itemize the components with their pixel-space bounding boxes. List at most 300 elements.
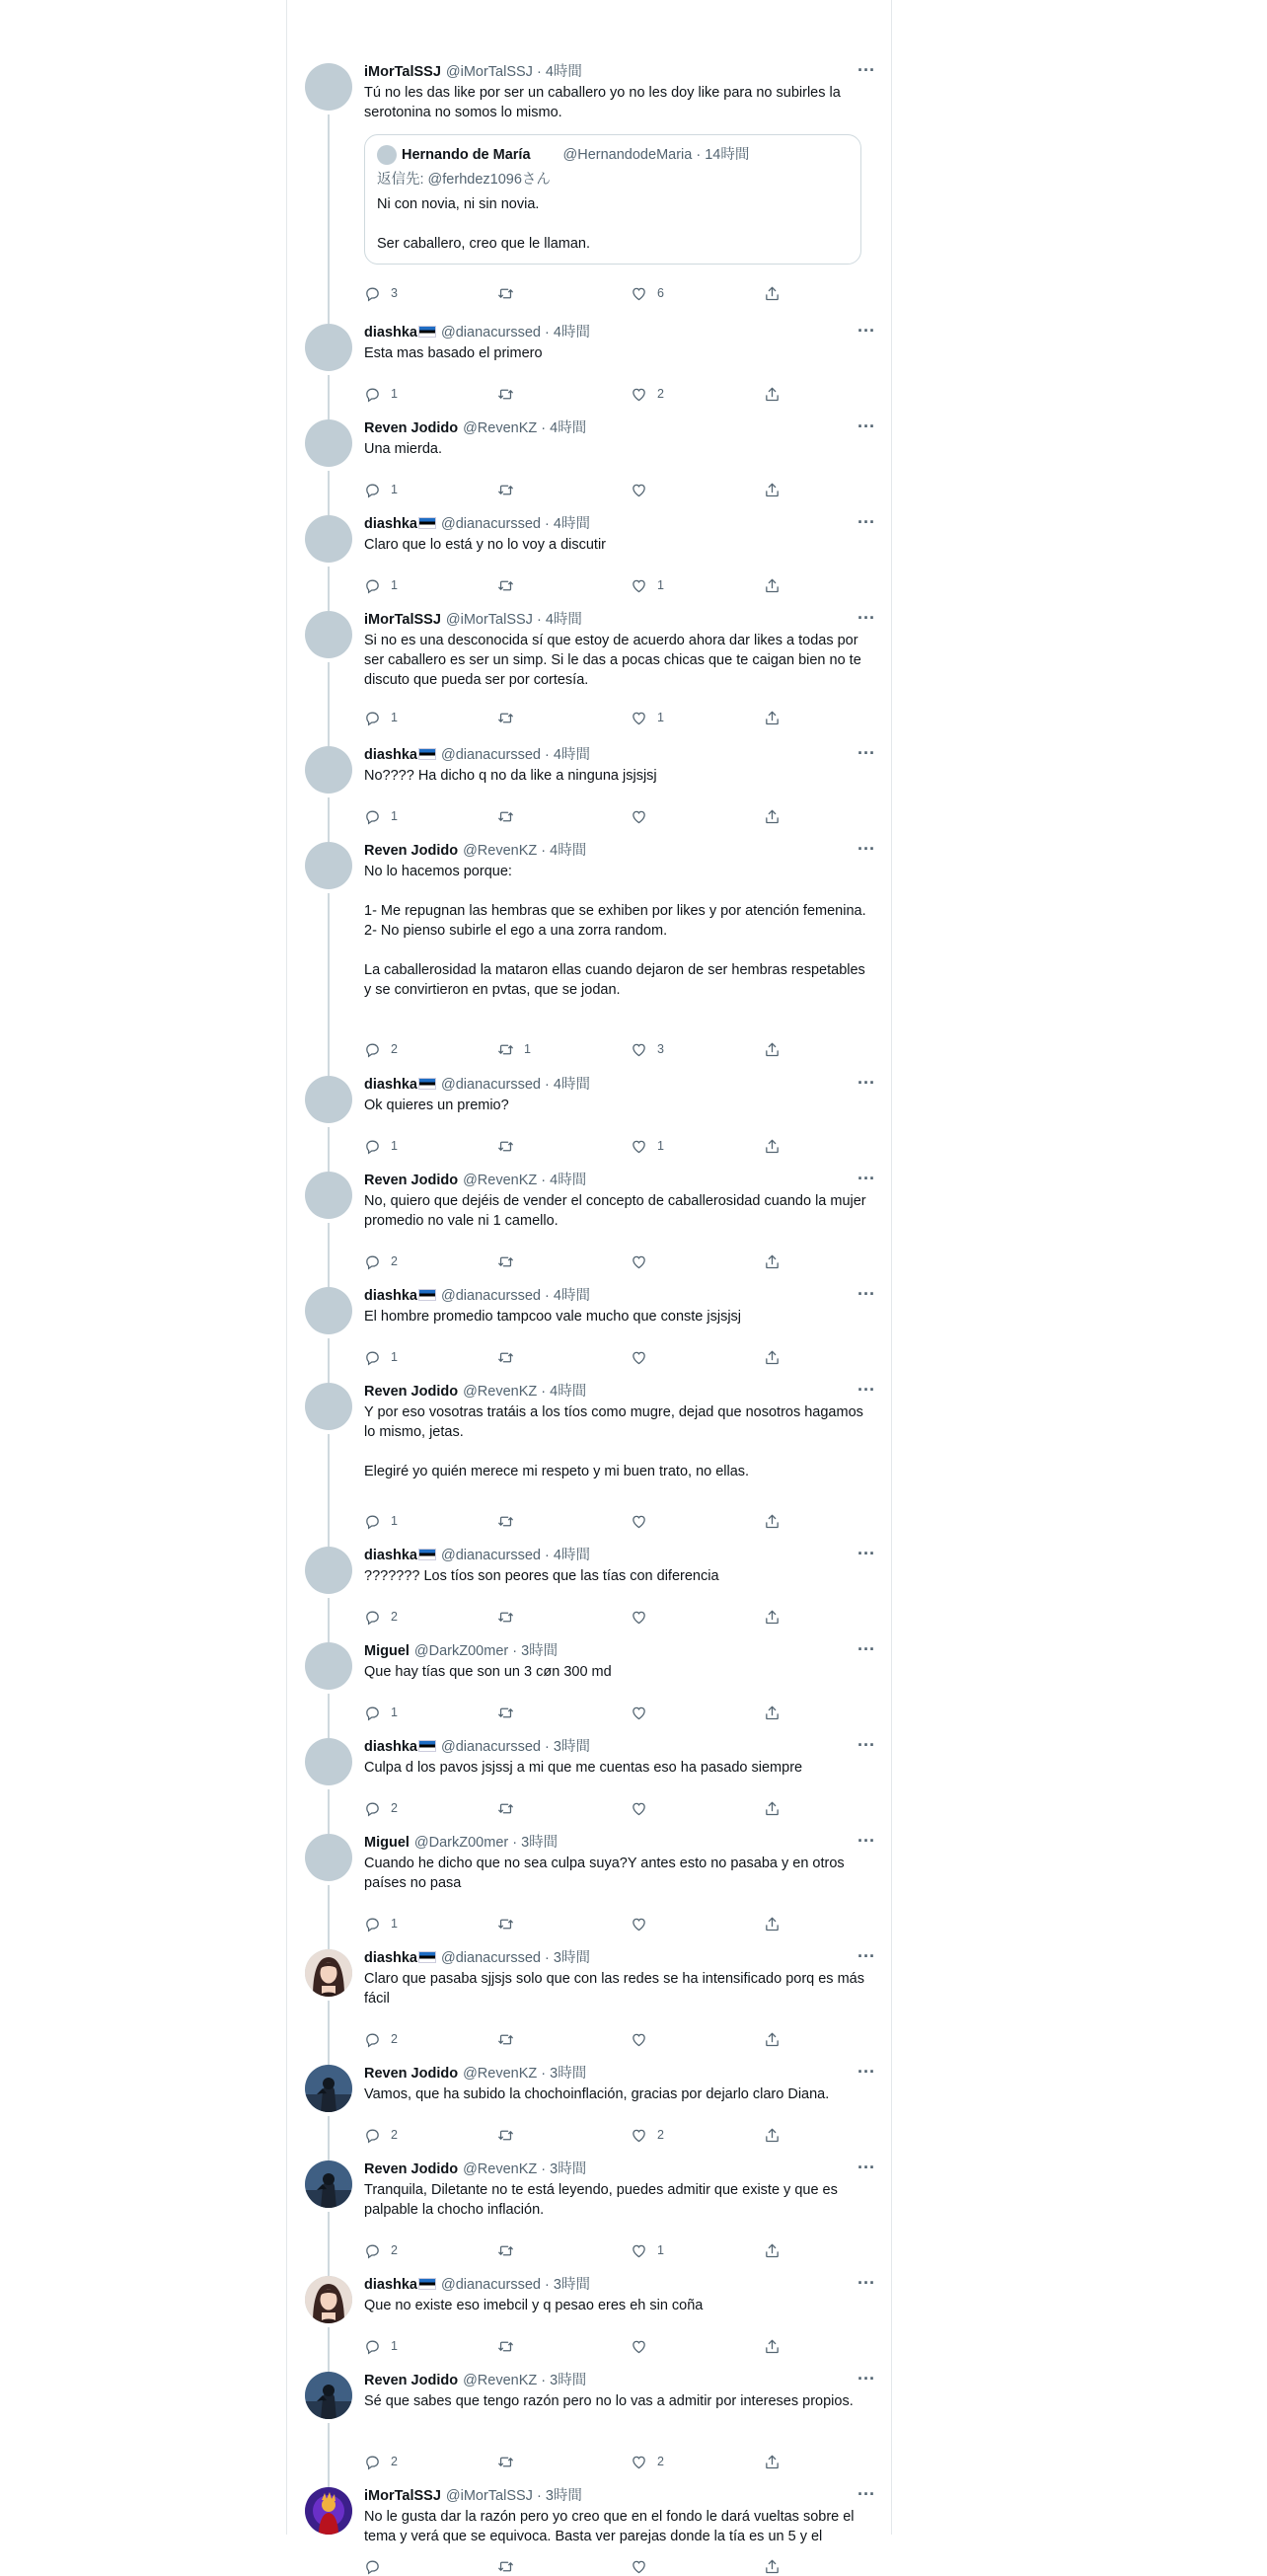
thread-connector-line [328,1434,330,1547]
author-name[interactable]: Miguel [364,1835,410,1851]
avatar[interactable] [305,842,352,889]
retweet-button[interactable] [497,1136,524,1156]
likes-count: 1 [657,578,664,592]
avatar[interactable] [305,63,352,111]
share-icon [764,2454,781,2470]
share-button[interactable] [764,1251,781,1271]
like-icon [631,285,647,302]
more-icon[interactable]: ··· [857,417,875,436]
avatar[interactable] [305,1642,352,1690]
like-button[interactable] [631,575,664,595]
like-button[interactable] [631,2240,664,2260]
retweet-button[interactable] [497,2556,524,2576]
tweet-actions [364,575,808,595]
tweet-text: Ok quieres un premio? [364,1098,509,1113]
like-button[interactable] [631,2029,657,2049]
timestamp[interactable]: 4時間 [553,1548,590,1563]
retweet-icon [497,1253,514,1270]
reply-button[interactable] [364,2125,398,2145]
retweet-icon [497,1041,514,1058]
quoted-timestamp: 14時間 [705,147,750,163]
more-icon[interactable]: ··· [857,1946,875,1966]
estonia-flag-emoji [418,1078,436,1090]
like-button[interactable] [631,1347,657,1367]
retweet-button[interactable] [497,480,524,499]
timestamp[interactable]: 3時間 [553,1739,590,1755]
retweet-button[interactable] [497,283,524,303]
more-icon[interactable]: ··· [857,743,875,763]
more-icon[interactable]: ··· [857,512,875,532]
retweet-icon [497,386,514,403]
like-button[interactable] [631,480,657,499]
retweet-icon [497,285,514,302]
quoted-author-name: Hernando de María [402,147,531,163]
avatar[interactable] [305,1834,352,1881]
share-icon [764,285,781,302]
timestamp[interactable]: 3時間 [521,1643,559,1659]
author-handle[interactable]: @iMorTalSSJ [445,64,533,80]
reply-icon [364,1349,381,1366]
avatar[interactable] [305,2276,352,2323]
separator-dot: · [508,1643,522,1659]
tweet-actions [364,2029,808,2049]
retweet-icon [497,1705,514,1721]
avatar[interactable] [305,2160,352,2208]
retweet-button[interactable] [497,575,524,595]
more-icon[interactable]: ··· [857,608,875,628]
retweet-button[interactable] [497,2452,524,2471]
avatar[interactable] [305,2487,352,2535]
separator-dot: · [532,612,546,628]
share-button[interactable] [764,1703,781,1722]
like-icon [631,1609,647,1626]
share-icon [764,808,781,825]
more-icon[interactable]: ··· [857,321,875,341]
timestamp[interactable]: 3時間 [553,1950,590,1966]
like-button[interactable] [631,2125,664,2145]
retweet-button[interactable] [497,1039,531,1059]
like-button[interactable] [631,2556,657,2576]
like-button[interactable] [631,1703,657,1722]
avatar[interactable] [305,419,352,467]
timestamp[interactable]: 4時間 [553,516,590,532]
thread-connector-line [328,471,330,515]
separator-dot: · [540,1288,554,1304]
likes-count: 2 [657,2128,664,2142]
tweet-actions [364,1039,808,1059]
author-name[interactable]: diashka [364,1739,417,1755]
more-icon[interactable]: ··· [857,839,875,859]
timestamp[interactable]: 3時間 [550,2373,587,2388]
replies-count: 1 [391,1514,398,1528]
like-icon [631,1138,647,1155]
tweet-text: Tranquila, Diletante no te está leyendo, puedes admitir que existe y que es palpable la chocho inflación. [364,2182,842,2218]
avatar[interactable] [305,1383,352,1430]
like-button[interactable] [631,1607,657,1627]
tweet-text: Una mierda. [364,441,442,457]
tweet-header [364,324,590,341]
reply-button[interactable] [364,2240,398,2260]
retweet-icon [497,710,514,726]
reply-button[interactable] [364,1914,398,1933]
tweet-actions [364,1136,808,1156]
author-handle[interactable]: @iMorTalSSJ [445,612,533,628]
separator-dot: · [692,147,706,163]
author-handle[interactable]: @DarkZ00mer [413,1835,509,1851]
author-handle[interactable]: @dianacurssed [441,1288,541,1304]
tweet-text: Culpa d los pavos jsjssj a mi que me cuentas eso ha pasado siempre [364,1760,803,1776]
tweet-text: No lo hacemos porque: 1- Me repugnan las hembras que se exhiben por likes y por atención femenina. 2- No pienso subirle el ego a una zorra random. La caballerosidad la mataron ellas cuando dejaron de ser hembras respetables y se convirtieron en pvtas, que se jodan. [364,864,866,998]
thread-connector-line [328,1885,330,1949]
replies-count: 2 [391,2032,398,2046]
tweet-header [364,2487,582,2505]
share-button[interactable] [764,2029,781,2049]
avatar[interactable] [305,1738,352,1785]
share-icon [764,2127,781,2144]
reply-button[interactable] [364,1607,398,1627]
author-handle[interactable]: @RevenKZ [463,420,538,436]
author-name[interactable]: diashka [364,1548,417,1563]
separator-dot: · [540,1548,554,1563]
tweet-text: Claro que lo está y no lo voy a discutir [364,537,607,553]
avatar[interactable] [305,2065,352,2112]
like-button[interactable] [631,1914,657,1933]
timestamp[interactable]: 4時間 [550,420,587,436]
reply-button[interactable] [364,384,398,404]
avatar[interactable] [305,1076,352,1123]
share-icon [764,2338,781,2355]
like-button[interactable] [631,708,664,727]
timestamp[interactable]: 4時間 [553,747,590,763]
author-handle[interactable]: @dianacurssed [441,325,541,341]
retweet-button[interactable] [497,2029,524,2049]
like-button[interactable] [631,384,664,404]
like-button[interactable] [631,1251,657,1271]
tweet [287,419,891,515]
reply-button[interactable] [364,2336,398,2356]
timestamp[interactable]: 3時間 [550,2161,587,2177]
author-name[interactable]: Reven Jodido [364,420,459,436]
like-icon [631,2127,647,2144]
retweet-button[interactable] [497,1798,524,1818]
author-name[interactable]: Reven Jodido [364,2161,459,2177]
more-icon[interactable]: ··· [857,2369,875,2388]
reply-button[interactable] [364,1039,398,1059]
separator-dot: · [540,2277,554,2293]
author-handle[interactable]: @dianacurssed [441,747,541,763]
replies-count: 2 [391,1042,398,1056]
thread-connector-line [328,893,330,1076]
tweet-header [364,1172,586,1189]
reply-button[interactable] [364,1136,398,1156]
author-handle[interactable]: @RevenKZ [463,1384,538,1400]
retweet-icon [497,2454,514,2470]
author-handle[interactable]: @DarkZ00mer [413,1643,509,1659]
tweet-header [364,1642,558,1660]
replies-count: 2 [391,1801,398,1815]
tweet-text: No???? Ha dicho q no da like a ninguna jsjsjsj [364,768,657,784]
replies-count: 3 [391,286,398,300]
reply-button[interactable] [364,1251,398,1271]
share-button[interactable] [764,1914,781,1933]
estonia-flag-emoji [418,748,436,760]
share-button[interactable] [764,2556,781,2576]
share-button[interactable] [764,2452,781,2471]
author-name[interactable]: iMorTalSSJ [364,2488,441,2504]
author-handle[interactable]: @dianacurssed [441,1077,541,1093]
more-icon[interactable]: ··· [857,1639,875,1659]
more-icon[interactable]: ··· [857,1544,875,1563]
thread-connector-line [328,2116,330,2160]
retweet-button[interactable] [497,1251,524,1271]
like-button[interactable] [631,1136,664,1156]
avatar[interactable] [305,2372,352,2419]
like-icon [631,1253,647,1270]
like-button[interactable] [631,806,657,826]
share-button[interactable] [764,1607,781,1627]
author-name[interactable]: diashka [364,747,417,763]
timestamp[interactable]: 3時間 [550,2066,587,2082]
author-name[interactable]: Reven Jodido [364,1173,459,1188]
share-icon [764,710,781,726]
like-button[interactable] [631,2452,664,2471]
reply-button[interactable] [364,2029,398,2049]
retweet-button[interactable] [497,1607,524,1627]
share-button[interactable] [764,708,781,727]
estonia-flag-emoji [418,2278,436,2290]
more-icon[interactable]: ··· [857,2158,875,2177]
like-icon [631,2558,647,2575]
author-name[interactable]: iMorTalSSJ [364,64,441,80]
reply-icon [364,1253,381,1270]
author-handle[interactable]: @RevenKZ [463,843,538,859]
avatar[interactable] [305,1172,352,1219]
more-icon[interactable]: ··· [857,1831,875,1851]
author-handle[interactable]: @dianacurssed [441,1950,541,1966]
share-button[interactable] [764,480,781,499]
thread-connector-line [328,2212,330,2276]
retweet-button[interactable] [497,1703,524,1722]
author-handle[interactable]: @RevenKZ [463,2373,538,2388]
replies-count: 1 [391,2339,398,2353]
reply-icon [364,1138,381,1155]
more-icon[interactable]: ··· [857,1073,875,1093]
timestamp[interactable]: 4時間 [550,1384,587,1400]
more-icon[interactable]: ··· [857,2062,875,2082]
thread-connector-line [328,797,330,842]
tweet-text: No le gusta dar la razón pero yo creo que en el fondo le dará vueltas sobre el tema y verá que se equivoca. Basta ver parejas donde la tía es un 5 y el [364,2509,858,2544]
share-icon [764,577,781,594]
reply-button[interactable] [364,2556,391,2576]
tweet [287,743,891,842]
retweet-icon [497,1138,514,1155]
share-button[interactable] [764,2125,781,2145]
reply-button[interactable] [364,575,398,595]
reply-icon [364,710,381,726]
share-button[interactable] [764,283,781,303]
retweet-icon [497,1609,514,1626]
like-button[interactable] [631,1798,657,1818]
tweet [287,512,891,611]
author-name[interactable]: diashka [364,1288,417,1304]
tweet-actions [364,283,808,303]
share-button[interactable] [764,2336,781,2356]
tweet-text: Que no existe eso imebcil y q pesao eres eh sin coña [364,2298,704,2313]
author-name[interactable]: diashka [364,1077,417,1093]
reply-button[interactable] [364,480,398,499]
author-name[interactable]: diashka [364,516,417,532]
reply-button[interactable] [364,708,398,727]
share-button[interactable] [764,806,781,826]
reply-icon [364,2558,381,2575]
reply-button[interactable] [364,283,398,303]
avatar[interactable] [305,611,352,658]
more-icon[interactable]: ··· [857,2484,875,2504]
author-name[interactable]: iMorTalSSJ [364,612,441,628]
timestamp[interactable]: 4時間 [550,1173,587,1188]
reply-button[interactable] [364,1511,398,1531]
retweet-button[interactable] [497,2125,524,2145]
like-button[interactable] [631,2336,657,2356]
tweet-header [364,842,586,860]
reply-icon [364,2242,381,2259]
like-icon [631,808,647,825]
timestamp[interactable]: 4時間 [545,64,582,80]
more-icon[interactable]: ··· [857,1169,875,1188]
more-icon[interactable]: ··· [857,1380,875,1400]
share-button[interactable] [764,384,781,404]
author-handle[interactable]: @dianacurssed [441,1739,541,1755]
reply-icon [364,808,381,825]
like-icon [631,1800,647,1817]
reply-button[interactable] [364,1347,398,1367]
tweet-text: Tú no les das like por ser un caballero yo no les doy like para no subirles la serotonina no somos lo mismo. [364,85,845,120]
author-handle[interactable]: @RevenKZ [463,1173,538,1188]
reply-icon [364,482,381,498]
thread-connector-line [328,1694,330,1738]
like-icon [631,386,647,403]
share-icon [764,386,781,403]
share-icon [764,1609,781,1626]
retweet-button[interactable] [497,1347,524,1367]
retweet-icon [497,2127,514,2144]
reply-button[interactable] [364,2452,398,2471]
tweet-header [364,63,582,81]
replies-count: 1 [391,387,398,401]
author-name[interactable]: Reven Jodido [364,843,459,859]
avatar[interactable] [305,746,352,794]
share-button[interactable] [764,1039,781,1059]
likes-count: 1 [657,2243,664,2257]
share-icon [764,1705,781,1721]
thread-connector-line [328,2001,330,2065]
retweet-button[interactable] [497,708,524,727]
author-name[interactable]: Reven Jodido [364,2373,459,2388]
author-name[interactable]: Reven Jodido [364,2066,459,2082]
timestamp[interactable]: 3時間 [553,2277,590,2293]
tweet-header [364,2065,586,2083]
retweet-button[interactable] [497,384,524,404]
author-handle[interactable]: @RevenKZ [463,2066,538,2082]
reply-icon [364,2454,381,2470]
share-button[interactable] [764,2240,781,2260]
share-icon [764,1041,781,1058]
share-button[interactable] [764,1136,781,1156]
more-icon[interactable]: ··· [857,1284,875,1304]
tweet [287,1735,891,1834]
separator-dot: · [532,2488,546,2504]
timestamp[interactable]: 4時間 [545,612,582,628]
like-button[interactable] [631,1039,664,1059]
more-icon[interactable]: ··· [857,2273,875,2293]
author-name[interactable]: diashka [364,1950,417,1966]
author-name[interactable]: Reven Jodido [364,1384,459,1400]
reply-button[interactable] [364,1798,398,1818]
tweet-text: Cuando he dicho que no sea culpa suya?Y antes esto no pasaba y en otros países no pasa [364,1856,849,1891]
avatar[interactable] [305,324,352,371]
retweet-button[interactable] [497,1511,524,1531]
author-name[interactable]: diashka [364,2277,417,2293]
timestamp[interactable]: 4時間 [553,1077,590,1093]
author-name[interactable]: diashka [364,325,417,341]
share-button[interactable] [764,1511,781,1531]
timeline-column [286,0,892,2544]
avatar[interactable] [305,1287,352,1334]
author-handle[interactable]: @iMorTalSSJ [445,2488,533,2504]
timestamp[interactable]: 4時間 [550,843,587,859]
tweet-text: Sé que sabes que tengo razón pero no lo vas a admitir por intereses propios. [364,2393,854,2409]
author-handle[interactable]: @RevenKZ [463,2161,538,2177]
timestamp[interactable]: 3時間 [545,2488,582,2504]
retweet-button[interactable] [497,806,524,826]
retweet-icon [497,482,514,498]
retweet-icon [497,2242,514,2259]
reply-button[interactable] [364,806,398,826]
timestamp[interactable]: 3時間 [521,1835,559,1851]
tweet [287,1639,891,1738]
tweet-text: Vamos, que ha subido la chochoinflación, gracias por dejarlo claro Diana. [364,2086,830,2102]
timestamp[interactable]: 4時間 [553,1288,590,1304]
author-handle[interactable]: @dianacurssed [441,1548,541,1563]
retweet-button[interactable] [497,2240,524,2260]
avatar[interactable] [305,1949,352,1997]
share-button[interactable] [764,1798,781,1818]
retweet-button[interactable] [497,1914,524,1933]
more-icon[interactable]: ··· [857,1735,875,1755]
retweet-button[interactable] [497,2336,524,2356]
share-button[interactable] [764,1347,781,1367]
author-name[interactable]: Miguel [364,1643,410,1659]
timestamp[interactable]: 4時間 [553,325,590,341]
author-handle[interactable]: @dianacurssed [441,516,541,532]
avatar[interactable] [305,515,352,563]
separator-dot: · [537,843,551,859]
quoted-tweet[interactable] [364,134,861,265]
estonia-flag-emoji [418,1740,436,1752]
tweet [287,2273,891,2372]
more-icon[interactable]: ··· [857,60,875,80]
author-handle[interactable]: @dianacurssed [441,2277,541,2293]
reply-icon [364,2338,381,2355]
share-button[interactable] [764,575,781,595]
tweet [287,2484,891,2544]
like-button[interactable] [631,1511,657,1531]
quoted-header [402,145,749,165]
reply-button[interactable] [364,1703,398,1722]
tweet-text: Y por eso vosotras tratáis a los tíos como mugre, dejad que nosotros hagamos lo mismo, jetas. Elegiré yo quién merece mi respeto y mi buen trato, no ellas. [364,1404,863,1479]
like-button[interactable] [631,283,664,303]
avatar[interactable] [305,1547,352,1594]
